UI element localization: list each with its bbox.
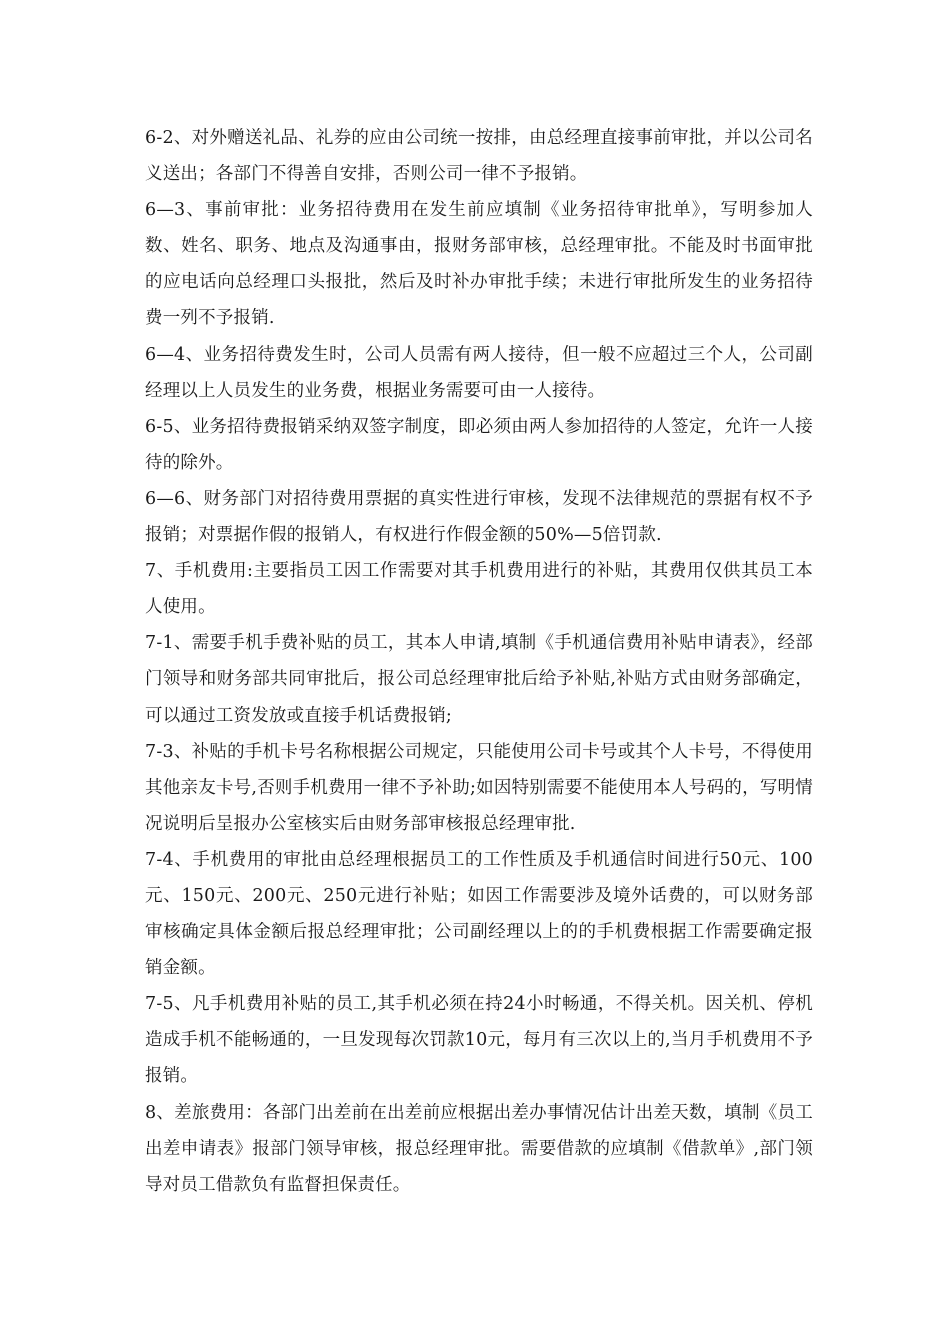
- paragraph-6-2: 6-2、对外赠送礼品、礼券的应由公司统一按排，由总经理直接事前审批，并以公司名义送出；各部门不得善自安排，否则公司一律不予报销。: [145, 128, 813, 185]
- paragraph-7: 7、手机费用:主要指员工因工作需要对其手机费用进行的补贴，其费用仅供其员工本人使用。: [145, 561, 813, 618]
- paragraph-8: 8、差旅费用：各部门出差前在出差前应根据出差办事情况估计出差天数，填制《员工出差申请表》报部门领导审核，报总经理审批。需要借款的应填制《借款单》,部门领导对员工借款负有监督担保责任。: [145, 1102, 813, 1195]
- paragraph-7-1: 7-1、需要手机手费补贴的员工，其本人申请,填制《手机通信费用补贴申请表》，经部门领导和财务部共同审批后，报公司总经理审批后给予补贴,补贴方式由财务部确定，可以通过工资发放或直接手机话费报销;: [145, 633, 813, 726]
- paragraph-6-5: 6-5、业务招待费报销采纳双签字制度，即必须由两人参加招待的人签定，允许一人接待的除外。: [145, 416, 813, 473]
- paragraph-7-5: 7-5、凡手机费用补贴的员工,其手机必须在持24小时畅通，不得关机。因关机、停机造成手机不能畅通的，一旦发现每次罚款10元，每月有三次以上的,当月手机费用不予报销。: [145, 994, 813, 1087]
- paragraph-7-4: 7-4、手机费用的审批由总经理根据员工的工作性质及手机通信时间进行50元、100元、150元、200元、250元进行补贴；如因工作需要涉及境外话费的，可以财务部审核确定具体金额后报总经理审批；公司副经理以上的的手机费根据工作需要确定报销金额。: [145, 849, 813, 979]
- paragraph-6-4: 6—4、业务招待费发生时，公司人员需有两人接待，但一般不应超过三个人，公司副经理以上人员发生的业务费，根据业务需要可由一人接待。: [145, 344, 813, 401]
- paragraph-7-3: 7-3、补贴的手机卡号名称根据公司规定，只能使用公司卡号或其个人卡号，不得使用其他亲友卡号,否则手机费用一律不予补助;如因特别需要不能使用本人号码的，写明情况说明后呈报办公室核实后由财务部审核报总经理审批.: [145, 741, 813, 834]
- paragraph-6-3: 6—3、事前审批：业务招待费用在发生前应填制《业务招待审批单》，写明参加人数、姓名、职务、地点及沟通事由，报财务部审核，总经理审批。不能及时书面审批的应电话向总经理口头报批，然后及时补办审批手续；未进行审批所发生的业务招待费一列不予报销.: [145, 200, 813, 329]
- paragraph-6-6: 6—6、财务部门对招待费用票据的真实性进行审核，发现不法律规范的票据有权不予报销；对票据作假的报销人，有权进行作假金额的50%—5倍罚款.: [145, 488, 813, 546]
- document-body: [145, 120, 813, 1203]
